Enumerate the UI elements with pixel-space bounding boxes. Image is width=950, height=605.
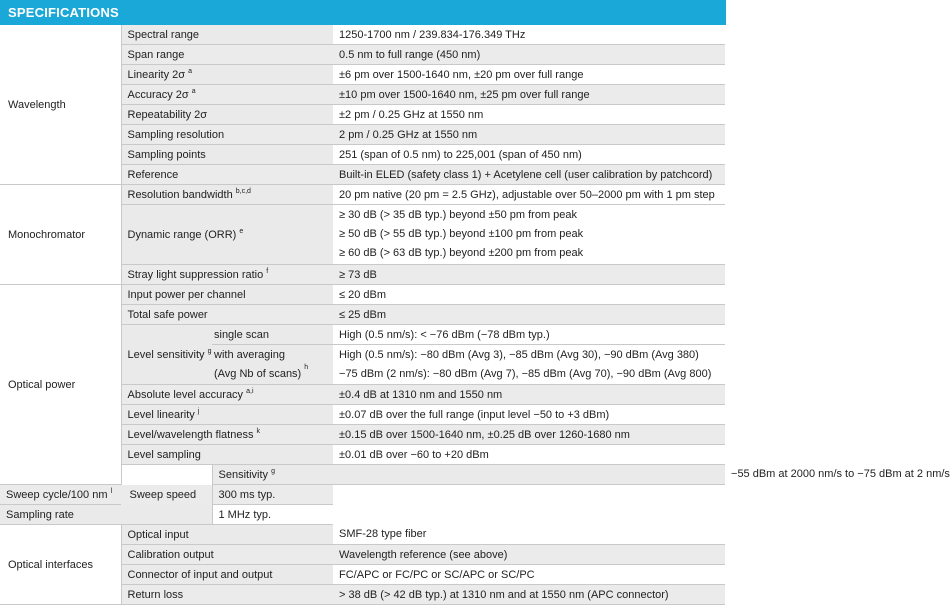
param-value: ±0.07 dB over the full range (input level −50 to +3 dBm) bbox=[333, 405, 725, 425]
param-value: High (0.5 nm/s): < −76 dBm (−78 dBm typ.) bbox=[333, 325, 725, 345]
param-label: Linearity 2σ $^a$ bbox=[121, 65, 333, 85]
param-label: Level linearity $^j$ bbox=[121, 405, 333, 425]
param-label: Stray light suppression ratio $^f$ bbox=[121, 265, 333, 285]
param-value: SMF-28 type fiber bbox=[333, 525, 725, 545]
param-label: Sensitivity $^g$ bbox=[212, 465, 725, 485]
param-label: Resolution bandwidth $^{b,c,d}$ bbox=[121, 185, 333, 205]
specifications-table bbox=[0, 25, 950, 605]
param-label: Level/wavelength flatness $^k$ bbox=[121, 425, 333, 445]
table-row: Sweep speed Sensitivity $^g$ −55 dBm at 2000 nm/s to −75 dBm at 2 nm/s bbox=[0, 465, 725, 485]
param-value bbox=[333, 205, 725, 265]
param-value: 20 pm native (20 pm = 2.5 GHz), adjustable over 50–2000 pm with 1 pm step bbox=[333, 185, 725, 205]
param-value: ±2 pm / 0.25 GHz at 1550 nm bbox=[333, 105, 725, 125]
param-value: ±0.01 dB over −60 to +20 dBm bbox=[333, 445, 725, 465]
param-value: FC/APC or FC/PC or SC/APC or SC/PC bbox=[333, 565, 725, 585]
sub-param-label: single scan bbox=[212, 325, 333, 345]
value-line: High (0.5 nm/s): −80 dBm (Avg 3), −85 dBm (Avg 30), −90 dBm (Avg 380) bbox=[339, 348, 699, 361]
param-value: Built-in ELED (safety class 1) + Acetylene cell (user calibration by patchcord) bbox=[333, 165, 725, 185]
param-value: ±0.4 dB at 1310 nm and 1550 nm bbox=[333, 385, 725, 405]
table-row bbox=[0, 185, 725, 205]
table-row bbox=[0, 505, 725, 525]
param-label: Sampling resolution bbox=[121, 125, 333, 145]
table-row bbox=[0, 285, 725, 305]
param-label: Reference bbox=[121, 165, 333, 185]
param-label: Total safe power bbox=[121, 305, 333, 325]
sub-param-label: with averaging (Avg Nb of scans) $^h$ bbox=[212, 345, 333, 385]
param-value: ≤ 20 dBm bbox=[333, 285, 725, 305]
param-value: ±6 pm over 1500-1640 nm, ±20 pm over full range bbox=[333, 65, 725, 85]
table-row bbox=[0, 25, 725, 45]
param-value: 1250-1700 nm / 239.834-176.349 THz bbox=[333, 25, 725, 45]
group-label-optical-interfaces: Optical interfaces bbox=[0, 525, 121, 605]
param-value: > 38 dB (> 42 dB typ.) at 1310 nm and at 1550 nm (APC connector) bbox=[333, 585, 725, 605]
param-value: 1 MHz typ. bbox=[212, 505, 333, 525]
param-value: 2 pm / 0.25 GHz at 1550 nm bbox=[333, 125, 725, 145]
param-value bbox=[333, 345, 725, 385]
group-label-monochromator: Monochromator bbox=[0, 185, 121, 285]
param-value: ±10 pm over 1500-1640 nm, ±25 pm over full range bbox=[333, 85, 725, 105]
table-row bbox=[0, 485, 725, 505]
param-label: Spectral range bbox=[121, 25, 333, 45]
param-label: Span range bbox=[121, 45, 333, 65]
param-label: Calibration output bbox=[121, 545, 333, 565]
param-value: ≥ 73 dB bbox=[333, 265, 725, 285]
param-value: 300 ms typ. bbox=[212, 485, 333, 505]
param-value: 0.5 nm to full range (450 nm) bbox=[333, 45, 725, 65]
param-value: ±0.15 dB over 1500-1640 nm, ±0.25 dB over 1260-1680 nm bbox=[333, 425, 725, 445]
section-header: SPECIFICATIONS bbox=[0, 0, 726, 25]
table-row bbox=[0, 525, 725, 545]
param-label: Input power per channel bbox=[121, 285, 333, 305]
param-label: Sampling points bbox=[121, 145, 333, 165]
group-label-optical-power: Optical power bbox=[0, 285, 121, 485]
param-label: Accuracy 2σ $^a$ bbox=[121, 85, 333, 105]
param-label: Sampling rate bbox=[0, 505, 212, 525]
param-label: Optical input bbox=[121, 525, 333, 545]
value-line: ≥ 60 dB (> 63 dB typ.) beyond ±200 pm from peak bbox=[339, 247, 584, 259]
param-label: Level sampling bbox=[121, 445, 333, 465]
value-line: ≥ 50 dB (> 55 dB typ.) beyond ±100 pm from peak bbox=[339, 228, 584, 240]
param-label: Return loss bbox=[121, 585, 333, 605]
param-label: Level sensitivity $^g$ bbox=[121, 325, 212, 385]
param-value: ≤ 25 dBm bbox=[333, 305, 725, 325]
param-value: 251 (span of 0.5 nm) to 225,001 (span of 450 nm) bbox=[333, 145, 725, 165]
value-line: −75 dBm (2 nm/s): −80 dBm (Avg 7), −85 dBm (Avg 70), −90 dBm (Avg 800) bbox=[339, 367, 712, 380]
param-label: Dynamic range (ORR) $^e$ bbox=[121, 205, 333, 265]
param-value: Wavelength reference (see above) bbox=[333, 545, 725, 565]
param-label: Connector of input and output bbox=[121, 565, 333, 585]
param-label: Sweep cycle/100 nm $^l$ bbox=[0, 485, 212, 505]
param-label: Repeatability 2σ bbox=[121, 105, 333, 125]
group-label-wavelength: Wavelength bbox=[0, 25, 121, 185]
value-line: ≥ 30 dB (> 35 dB typ.) beyond ±50 pm from peak bbox=[339, 209, 578, 221]
group-label-sweep-speed: Sweep speed bbox=[121, 465, 212, 525]
param-label: Absolute level accuracy $^{a,i}$ bbox=[121, 385, 333, 405]
